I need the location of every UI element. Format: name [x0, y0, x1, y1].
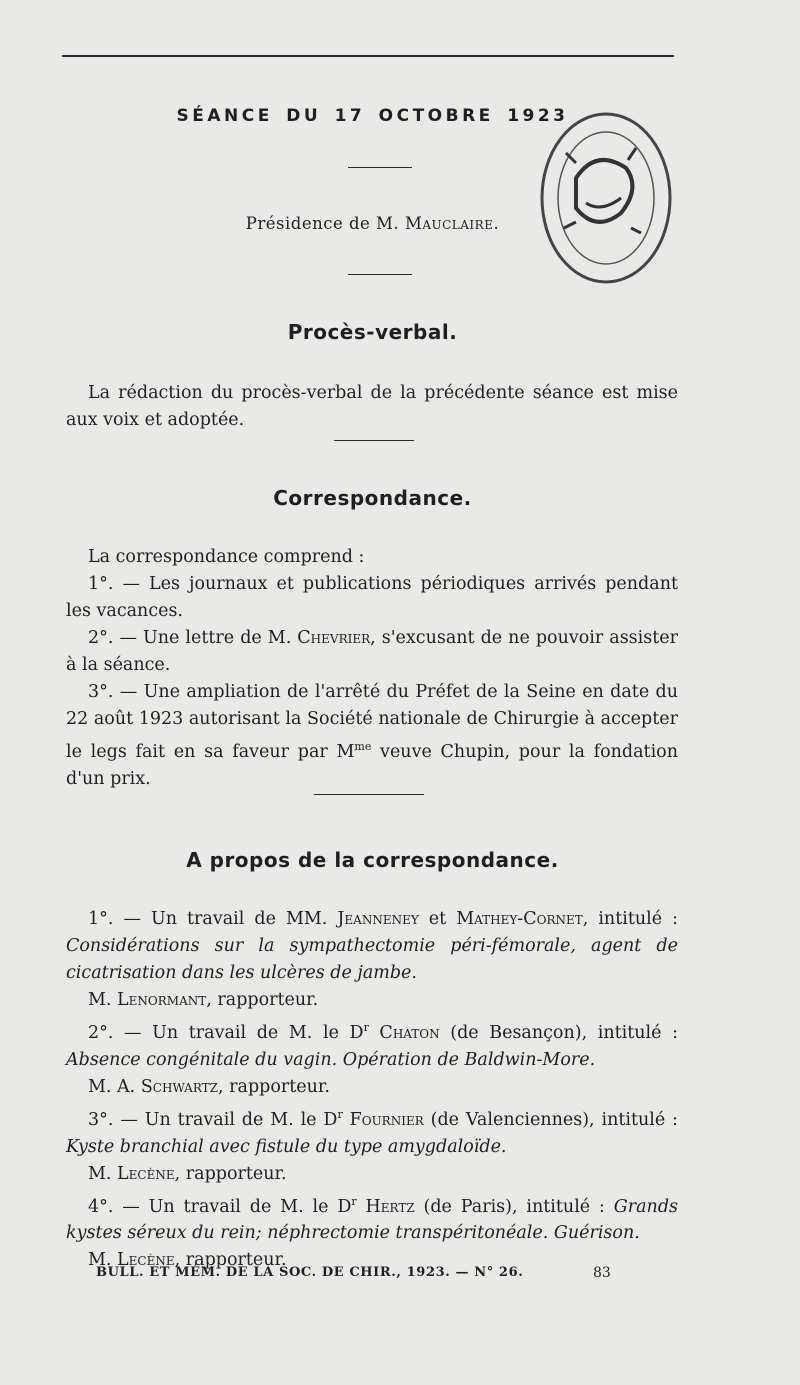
rapporteur-4-prefix: M.: [88, 1250, 118, 1271]
top-rule: [62, 55, 674, 57]
heading-proces-verbal: Procès-verbal.: [287, 320, 458, 344]
work-2-title: Absence congénitale du vagin. Opération de Baldwin-More.: [66, 1049, 596, 1070]
divider: [348, 274, 412, 275]
rapporteur-3-role: , rapporteur.: [174, 1163, 287, 1184]
rapporteur-2: [66, 1074, 678, 1101]
work-item-4: [66, 1188, 678, 1248]
correspondance-item-1: 1°. — Les journaux et publications périodiques arrivés pendant les vacances.: [66, 574, 678, 621]
work-item-1: [66, 906, 678, 987]
apropos-section: [66, 906, 678, 1274]
presidence-prefix: Présidence de M.: [245, 214, 405, 233]
correspondance-item-3: [66, 679, 678, 793]
correspondance-item-2: [66, 625, 678, 679]
work-1-text: 1°. — Un travail de MM.: [88, 909, 338, 929]
divider: [348, 167, 412, 168]
work-1-author-2: Mathey-Cornet: [456, 909, 583, 929]
rapporteur-4-role: , rapporteur.: [174, 1250, 287, 1271]
work-2-intitule: (de Besançon), intitulé :: [439, 1022, 678, 1043]
work-3-text: 3°. — Un travail de M. le D: [88, 1109, 338, 1130]
rapporteur-1-name: Lenormant: [117, 990, 207, 1010]
work-4-title: Grands kystes séreux du rein; néphrectomie transpéritonéale. Guérison.: [66, 1196, 678, 1244]
work-2-author: Chaton: [368, 1022, 440, 1043]
work-1-author-1: Jeanneney: [337, 909, 419, 929]
work-1-intitule: , intitulé :: [582, 909, 679, 929]
session-title: SÉANCE DU 17 OCTOBRE 1923: [176, 106, 569, 126]
item-2-text-end: , s'excusant de ne pouvoir assister à la séance.: [66, 628, 678, 675]
work-item-2: [66, 1014, 678, 1074]
work-3-sup: r: [337, 1107, 343, 1121]
rapporteur-1-role: , rapporteur.: [206, 990, 319, 1010]
rapporteur-2-prefix: M. A.: [88, 1076, 141, 1097]
item-2-name: Chevrier: [297, 628, 371, 648]
work-1-and: et: [418, 909, 457, 929]
item-2-text: 2°. — Une lettre de M.: [88, 628, 298, 648]
item-3-text-end: veuve Chupin, pour la fondation d'un prix.: [66, 741, 678, 789]
rapporteur-3: [66, 1161, 678, 1188]
proces-verbal-paragraph: La rédaction du procès-verbal de la précédente séance est mise aux voix et adoptée.: [66, 383, 678, 430]
rapporteur-2-role: , rapporteur.: [218, 1076, 330, 1097]
work-3-title: Kyste branchial avec fistule du type amygdaloïde.: [66, 1136, 507, 1157]
divider: [314, 794, 424, 795]
rapporteur-3-prefix: M.: [88, 1163, 118, 1184]
work-2-sup: r: [363, 1021, 369, 1034]
footer-citation: BULL. ET MÉM. DE LA SOC. DE CHIR., 1923. — N° 26.: [96, 1265, 524, 1280]
heading-apropos: A propos de la correspondance.: [186, 848, 559, 872]
divider: [334, 440, 414, 441]
work-4-sup: r: [351, 1194, 357, 1208]
item-3-text: 3°. — Une ampliation de l'arrêté du Préfet de la Seine en date du 22 août 1923 autorisant la Société nationale de Chirurgie à accepter le legs fait en sa faveur par M: [66, 682, 678, 762]
rapporteur-1: [66, 987, 678, 1014]
item-3-sup: me: [354, 740, 372, 753]
work-2-text: 2°. — Un travail de M. le D: [88, 1022, 364, 1043]
rapporteur-4-name: Lecène: [117, 1250, 175, 1271]
rapporteur-2-name: Schwartz: [140, 1076, 219, 1097]
work-4-text: 4°. — Un travail de M. le D: [88, 1196, 352, 1217]
rapporteur-1-prefix: M.: [88, 990, 118, 1010]
heading-correspondance: Correspondance.: [273, 486, 472, 510]
work-4-intitule: (de Paris), intitulé :: [414, 1196, 614, 1217]
work-3-author: Fournier: [342, 1109, 424, 1130]
president-name: Mauclaire.: [404, 214, 500, 233]
correspondance-section: [66, 544, 678, 793]
page-number: 83: [593, 1265, 611, 1281]
work-1-title: Considérations sur la sympathectomie péri-fémorale, agent de cicatrisation dans les ulcères de jambe.: [66, 936, 678, 983]
work-3-intitule: (de Valenciennes), intitulé :: [423, 1109, 679, 1130]
correspondance-intro: La correspondance comprend :: [88, 547, 365, 567]
library-stamp-icon: [536, 108, 676, 300]
work-4-author: Hertz: [356, 1196, 415, 1217]
rapporteur-3-name: Lecène: [117, 1163, 175, 1184]
work-item-3: [66, 1101, 678, 1161]
proces-verbal-text: [66, 380, 678, 434]
